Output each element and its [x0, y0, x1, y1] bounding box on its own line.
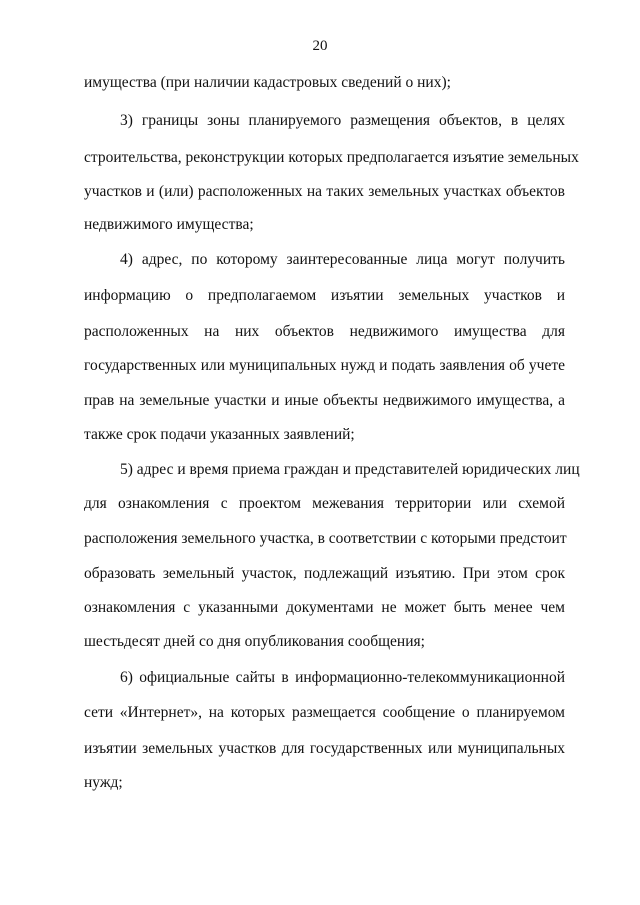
text-line: шестьдесят дней со дня опубликования сообщения;: [84, 633, 425, 650]
text-line: прав на земельные участки и иные объекты недвижимого имущества, а: [84, 392, 565, 409]
paragraph-6-first-line: 6) официальные сайты в информационно-телекоммуникационной: [120, 669, 565, 686]
text-line: образовать земельный участок, подлежащий изъятию. При этом срок: [84, 565, 565, 582]
text-line: имущества (при наличии кадастровых сведений о них);: [84, 74, 451, 91]
text-line: государственных или муниципальных нужд и подать заявления об учете: [84, 357, 565, 374]
text-line: участков и (или) расположенных на таких земельных участках объектов: [84, 183, 565, 200]
paragraph-5-first-line: 5) адрес и время приема граждан и представителей юридических лиц: [120, 461, 580, 478]
text-line: информацию о предполагаемом изъятии земельных участков и: [84, 287, 565, 304]
text-line: ознакомления с указанными документами не может быть менее чем: [84, 599, 565, 616]
text-line: расположенных на них объектов недвижимого имущества для: [84, 323, 565, 340]
text-line: строительства, реконструкции которых предполагается изъятие земельных: [84, 149, 579, 166]
paragraph-4-first-line: 4) адрес, по которому заинтересованные лица могут получить: [120, 251, 565, 268]
text-line: недвижимого имущества;: [84, 216, 254, 233]
text-line: также срок подачи указанных заявлений;: [84, 426, 355, 443]
text-line: расположения земельного участка, в соответствии с которыми предстоит: [84, 530, 567, 547]
text-line: изъятии земельных участков для государственных или муниципальных: [84, 740, 565, 757]
text-line: сети «Интернет», на которых размещается сообщение о планируемом: [84, 704, 565, 721]
text-line: для ознакомления с проектом межевания территории или схемой: [84, 495, 565, 512]
text-line: нужд;: [84, 774, 123, 791]
paragraph-3-first-line: 3) границы зоны планируемого размещения объектов, в целях: [120, 112, 565, 129]
page-number: 20: [312, 38, 328, 54]
